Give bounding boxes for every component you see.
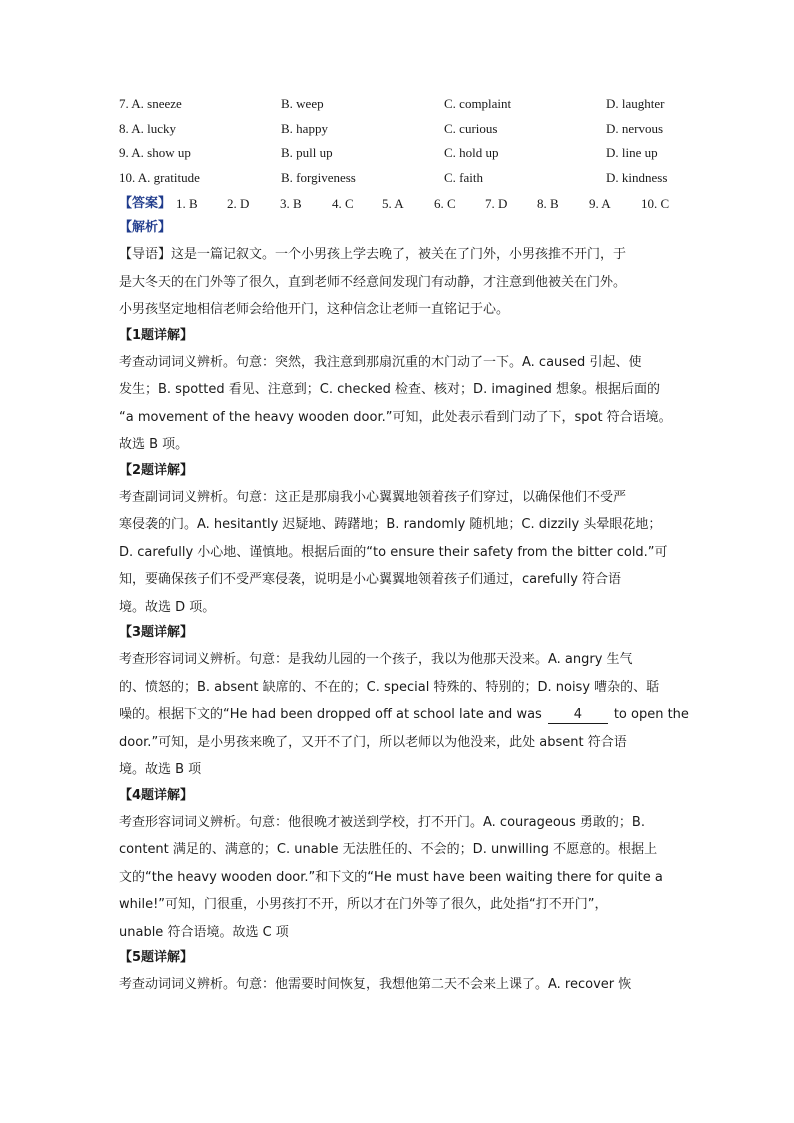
text-line: unable 符合语境。故选 C 项: [119, 924, 289, 940]
option-d: D. laughter: [606, 96, 665, 111]
text-line: 故选 B 项。: [119, 437, 189, 452]
option-row-7: [119, 94, 675, 119]
option-d: D. kindness: [606, 169, 668, 185]
text-line: 知，要确保孩子们不受严寒侵袭，说明是小心翼翼地领着孩子们通过，carefully 符合语: [119, 572, 622, 587]
option-a: 7. A. sneeze: [119, 96, 182, 111]
answer-item: 10. C: [641, 196, 670, 211]
option-row-8: [119, 119, 675, 144]
text-line: D. carefully 小心地、谨慎地。根据后面的“to ensure their safety from the bitter cold.”可: [119, 544, 668, 560]
q3-heading: 【3题详解】: [119, 625, 194, 640]
text-line: “a movement of the heavy wooden door.”可知，此处表示看到门动了下，spot 符合语境。: [119, 409, 672, 425]
text-line: 考查形容词词义辨析。句意：是我幼儿园的一个孩子，我以为他那天没来。A. angry 生气: [119, 652, 633, 667]
q1-paragraph: [119, 349, 675, 459]
text-line: 境。故选 D 项。: [119, 599, 216, 615]
option-c: C. hold up: [444, 145, 499, 160]
text-line: 【导语】这是一篇记叙文。一个小男孩上学去晚了，被关在了门外，小男孩推不开门，于: [119, 247, 627, 262]
text-line: door.”可知，是小男孩来晚了，又开不了门，所以老师以为他没来，此处 absent 符合语: [119, 734, 627, 750]
text-line: content 满足的、满意的；C. unable 无法胜任的、不会的；D. unwilling 不愿意的。根据上: [119, 842, 658, 857]
options-block: [119, 94, 675, 192]
answer-item: 4. C: [332, 196, 354, 211]
q5-heading: 【5题详解】: [119, 950, 194, 965]
answer-item: 5. A: [382, 196, 404, 211]
option-b: B. pull up: [281, 145, 333, 160]
option-c: C. faith: [444, 169, 483, 185]
q1-heading: 【1题详解】: [119, 327, 194, 343]
option-d: D. line up: [606, 145, 658, 160]
option-b: B. weep: [281, 96, 324, 111]
q2-paragraph: [119, 484, 675, 622]
text-line: 考查动词词义辨析。句意：他需要时间恢复，我想他第二天不会来上课了。A. recover 恢: [119, 977, 632, 992]
text-line-with-blank: [119, 701, 689, 729]
text-line: 发生；B. spotted 看见、注意到；C. checked 检查、核对；D. imagined 想象。根据后面的: [119, 382, 661, 397]
text-segment: to open the: [613, 707, 689, 722]
option-a: 10. A. gratitude: [119, 169, 200, 185]
text-line: 寒侵袭的门。A. hesitantly 迟疑地、踌躇地；B. randomly 随机地；C. dizzily 头晕眼花地；: [119, 517, 662, 532]
answer-item: 7. D: [485, 196, 508, 211]
answer-item: 3. B: [280, 196, 302, 211]
document-page: [119, 94, 689, 999]
answer-item: 1. B: [176, 196, 198, 211]
text-line: 小男孩坚定地相信老师会给他开门，这种信念让老师一直铭记于心。: [119, 302, 510, 317]
q5-paragraph: [119, 971, 675, 999]
option-row-9: [119, 143, 675, 168]
analysis-heading: 【解析】: [119, 220, 172, 235]
text-line: while!”可知，门很重，小男孩打不开，所以才在门外等了很久，此处指“打不开门”，: [119, 897, 608, 912]
text-line: 的、愤怒的；B. absent 缺席的、不在的；C. special 特殊的、特别的；D. noisy 嘈杂的、聒: [119, 679, 660, 695]
text-line: 境。故选 B 项: [119, 762, 202, 777]
answer-label: 【答案】: [119, 196, 172, 211]
answer-row: [119, 192, 675, 216]
option-a: 9. A. show up: [119, 145, 191, 160]
answer-item: 8. B: [537, 196, 559, 211]
q2-heading: 【2题详解】: [119, 462, 194, 478]
option-row-10: [119, 168, 675, 193]
q4-paragraph: [119, 809, 675, 947]
text-line: 考查副词词义辨析。句意：这正是那扇我小心翼翼地领着孩子们穿过，以确保他们不受严: [119, 489, 627, 505]
q4-heading: 【4题详解】: [119, 787, 194, 803]
text-line: 考查形容词词义辨析。句意：他很晚才被送到学校，打不开门。A. courageous 勇敢的；B.: [119, 814, 645, 830]
option-c: C. curious: [444, 120, 498, 136]
text-line: 考查动词词义辨析。句意：突然，我注意到那扇沉重的木门动了一下。A. caused 引起、使: [119, 354, 642, 370]
answer-item: 9. A: [589, 196, 611, 211]
q3-paragraph: [119, 646, 689, 784]
intro-paragraph: [119, 241, 675, 324]
text-line: 文的“the heavy wooden door.”和下文的“He must have been waiting there for quite a: [119, 869, 663, 885]
blank-4: 4: [548, 707, 608, 724]
text-line: 是大冬天的在门外等了很久，直到老师不经意间发现门有动静，才注意到他被关在门外。: [119, 274, 627, 290]
text-segment: 噪的。根据下文的“He had been dropped off at school late and was: [119, 707, 542, 722]
option-d: D. nervous: [606, 120, 664, 136]
option-b: B. happy: [281, 120, 328, 136]
option-a: 8. A. lucky: [119, 120, 177, 136]
option-c: C. complaint: [444, 96, 512, 111]
answer-item: 2. D: [227, 196, 250, 211]
option-b: B. forgiveness: [281, 169, 356, 185]
answer-item: 6. C: [434, 196, 456, 211]
